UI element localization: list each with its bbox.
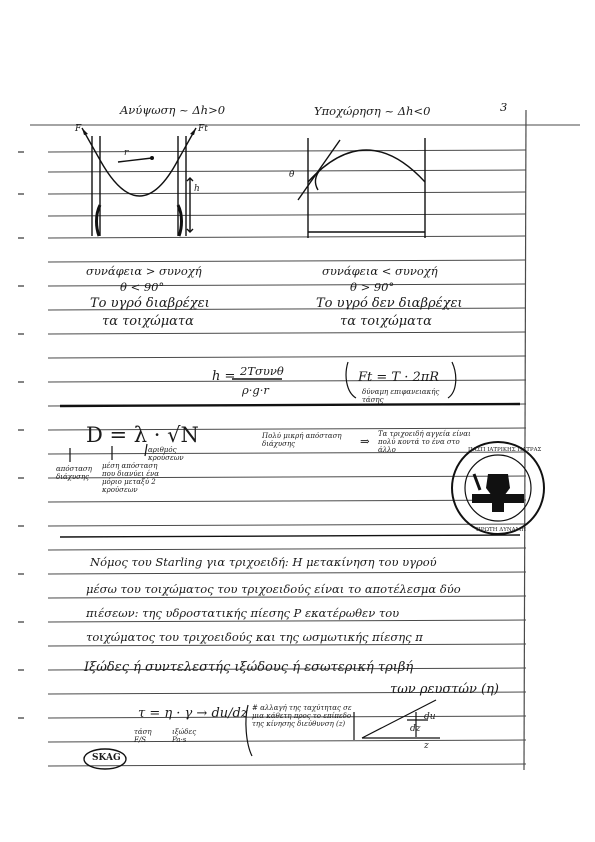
stamp-seal	[452, 442, 544, 534]
diffusion-equation: D = λ · √N	[86, 423, 199, 447]
arrowheads	[82, 128, 196, 160]
skag-logo: SKAG	[92, 753, 121, 763]
left-wetting-line1: Το υγρό διαβρέχει	[90, 296, 210, 311]
formula-h-lhs: h =	[212, 369, 236, 384]
page-number: 3	[500, 100, 508, 114]
force-left-label: F	[75, 124, 82, 134]
formula-h-denominator: ρ·g·r	[242, 383, 269, 397]
diffusion-distance-note: απόσταση διάχυσης	[56, 465, 92, 481]
short-distance-note: Πολύ μικρή απόσταση διάχυσης	[262, 432, 342, 448]
left-wetting-line2: τα τοιχώματα	[102, 314, 194, 329]
velocity-gradient-note: # αλλαγή της ταχύτητας σε μια κάθετη προς το επίπεδο της κίνησης διεύθυνση (z)	[252, 704, 352, 728]
collision-count-note: αριθμός κρούσεων	[148, 446, 184, 462]
surface-force-formula: Ft = T · 2πR	[358, 370, 440, 385]
implies-arrow: ⇒	[360, 434, 370, 448]
left-cohesion-line: συνάφεια > συνοχή	[86, 264, 202, 278]
radius-label: r	[124, 148, 129, 158]
margin-ticks	[18, 152, 24, 718]
tau-unit-note: τάση F/S	[134, 728, 152, 744]
height-label: h	[194, 184, 200, 194]
force-right-label: Ft	[198, 124, 208, 134]
starling-line-4: τοιχώματος του τριχοειδούς και της ωσμωτικής πίεσης π	[86, 630, 423, 644]
right-cohesion-line: συνάφεια < συνοχή	[322, 264, 438, 278]
surface-force-note: δύναμη επιφανειακής τάσης	[362, 388, 440, 404]
viscosity-title-2: των ρευστών (η)	[390, 682, 499, 697]
stamp-top-text: ΠΑΣΠ ΙΑΤΡΙΚΗΣ ΠΑΤΡΑΣ	[468, 447, 542, 453]
viscosity-title-1: Ιξώδες ή συντελεστής ιξώδους ή εσωτερική τριβή	[84, 660, 414, 675]
right-wetting-line1: Το υγρό δεν διαβρέχει	[316, 296, 463, 311]
starling-line-1: Νόμος του Starling για τριχοειδή: Η μετακίνηση του υγρού	[90, 555, 437, 569]
right-angle-line: θ > 90°	[350, 280, 395, 294]
right-wetting-line2: τα τοιχώματα	[340, 314, 432, 329]
capillaries-close-note: Τα τριχοειδή αγγεία είναι πολύ κοντά το ένα στο άλλο	[378, 430, 471, 454]
starling-line-3: πιέσεων: της υδροστατικής πίεσης P εκατέρωθεν του	[86, 606, 400, 620]
formula-h-numerator: 2Τσυνθ	[240, 364, 284, 378]
graph-du-label: du	[424, 712, 436, 722]
capillary-rise-diagram	[82, 128, 196, 236]
left-angle-line: θ < 90°	[120, 280, 165, 294]
graph-z-label: z	[424, 741, 429, 751]
header-right-title: Υποχώρηση ~ Δh<0	[314, 104, 431, 118]
mean-free-path-note: μέση απόσταση που διανύει ένα μόριο μεταξύ 2 κρούσεων	[102, 462, 159, 494]
header-left-title: Ανύψωση ~ Δh>0	[120, 103, 226, 117]
graph-dz-label: dz	[410, 724, 421, 734]
angle-label: θ	[289, 170, 295, 180]
starling-line-2: μέσω του τοιχώματος του τριχοειδούς είναι το αποτέλεσμα δύο	[86, 582, 461, 596]
viscosity-formula: τ = η · γ → du/dz	[138, 706, 248, 721]
eta-unit-note: ιξώδες Pa·s	[172, 728, 197, 744]
stamp-bottom-text: ΠΡΩΤΗ ΔΥΝΑΜΗ	[476, 527, 527, 533]
capillary-depression-diagram	[298, 138, 425, 238]
